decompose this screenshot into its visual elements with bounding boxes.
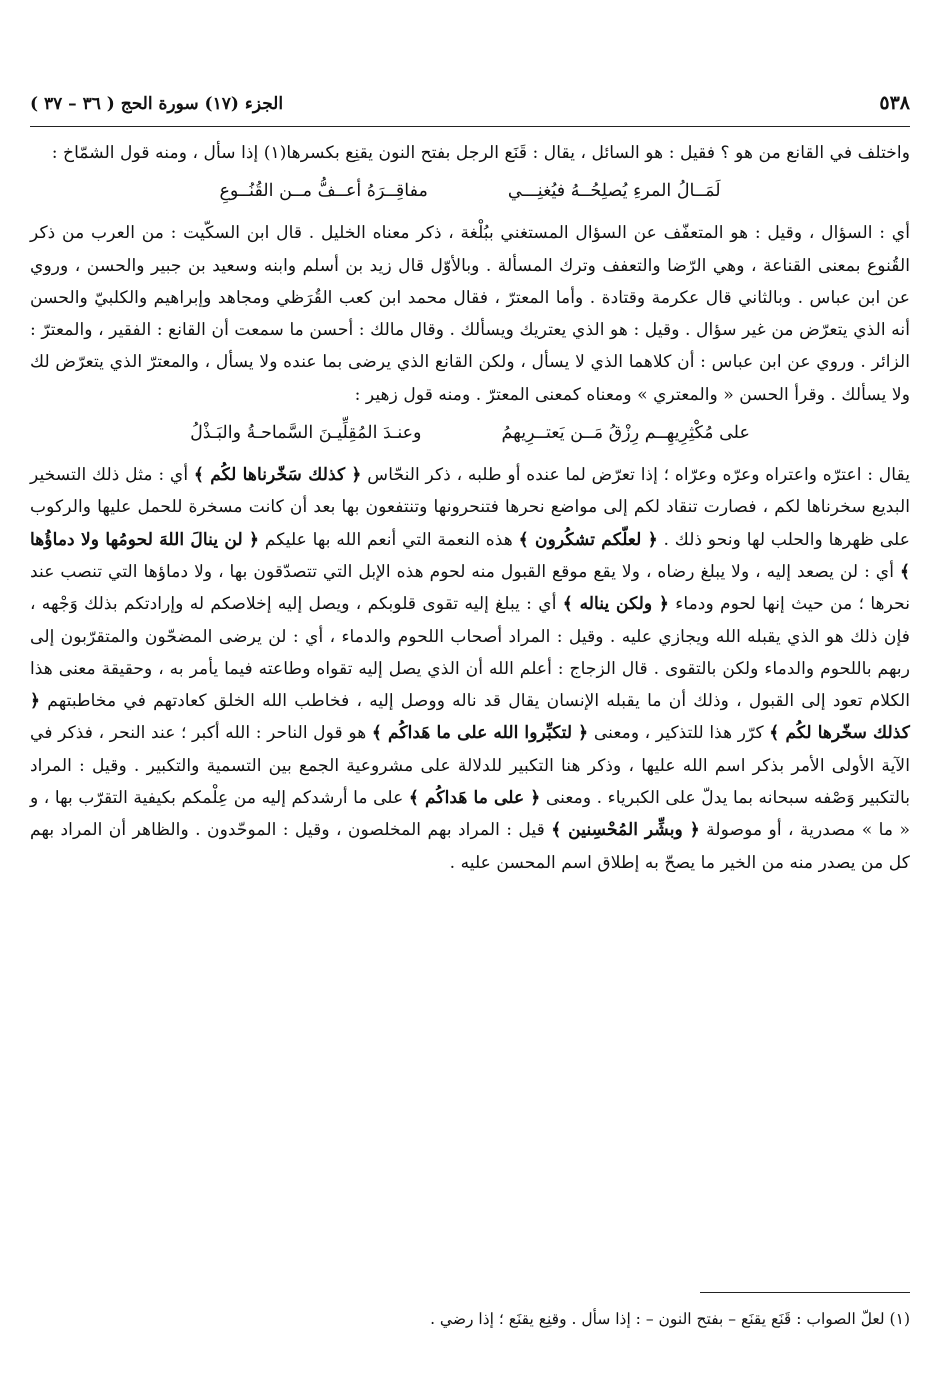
- verse-2-second-hemistich: وعنـدَ المُقِلِّيـنَ السَّماحـةُ والبَـذْلُ: [190, 423, 422, 444]
- quran-quote: ﴿ لتكبِّروا الله على ما هَداكُم ﴾: [371, 723, 589, 744]
- poem-verse-1: [30, 171, 910, 211]
- footnote: (١) لعلّ الصواب : قَنَع يقنَع – بفتح النون – : إذا سأل . وقنِع يقنَع ؛ إذا رضي .: [430, 1310, 910, 1328]
- text-segment: أي : يبلغ إليه تقوى قلوبكم ، ويصل إليه إخلاصكم له وإرادتكم بذلك وَجْهه ، فإن ذلك هو الذي يقبله الله ويجازي عليه . وقيل : المراد أصحاب اللحوم والدماء ، أي : لن يرضى المضحّون والمتقرّبون إلى ربهم باللحوم والدماء ولكن بالتقوى . قال الزجاج : أعلم الله أن الذي يصل إليه تقواه وطاعته فيما يأمر به ، وحقيقة معنى هذا الكلام تعود إلى القبول ، وذلك أن ما يقبله الإنسان يقال قد ناله ووصل إليه ، فخاطب الله الخلق كعادتهم في مخاطبتهم: [30, 594, 911, 712]
- footnote-divider: [700, 1292, 910, 1293]
- text-segment: أي : مثل ذلك التسخير البديع سخرناها لكم ، فصارت تنقاد لكم إلى مواضع نحرها فتنحرونها وتنتفعون بها بعد أن كانت مسخرة للحمل عليها والركوب على ظهرها والحلب لها ونحو ذلك .: [30, 465, 911, 550]
- text-segment: كرّر هذا للتذكير ، ومعنى: [593, 723, 764, 744]
- paragraph-1: واختلف في القانع من هو ؟ فقيل : هو السائل ، يقال : قَنَع الرجل بفتح النون يقنِع بكسرها(١) إذا سأل ، ومنه قول الشمّاخ :: [51, 143, 910, 163]
- poem-verse-2: [30, 413, 910, 453]
- text-segment: هو قول الناحر : الله أكبر ؛ عند النحر ، فذكر في الآية الأولى الأمر بذكر اسم الله عليها ، وذكر هنا التكبير للدلالة على مشروعية الجمع بين التسمية والتكبير . وقيل : المراد بالتكبير وَصْفه سبحانه بما يدلّ على الكبرياء . ومعنى: [30, 723, 911, 809]
- text-segment: أي : لن يصعد إليه ، ولا يبلغ رضاه ، ولا يقع موقع القبول منه لحوم هذه الإبل التي تتصدّقون بها ، ولا دماؤها التي تنصب عند نحرها ؛ من حيث إنها لحوم ودماء: [30, 561, 910, 615]
- verse-1-second-hemistich: مفاقِــرَهُ أعــفُّ مــن القُنُــوعِ: [219, 181, 428, 202]
- page-header: [30, 92, 910, 127]
- text-segment: هذه النعمة التي أنعم الله بها عليكم: [264, 529, 513, 550]
- verse-1-first-hemistich: لَمَــالُ المرءِ يُصلِحُــهُ فيُغنِـــي: [507, 181, 721, 202]
- quran-quote: ﴿ كذلك سخّرها لكُم ﴾: [30, 691, 910, 744]
- text-segment: على ما أرشدكم إليه من عِلْمكم بكيفية التقرّب بها ، و « ما » مصدرية ، أو موصولة: [30, 788, 910, 841]
- quran-quote: ﴿ على ما هَداكُم ﴾: [408, 788, 541, 809]
- running-title: الجزء (١٧) سورة الحج ( ٣٦ – ٣٧ ): [30, 94, 284, 114]
- paragraph-2: أي : السؤال ، وقيل : هو المتعفّف عن السؤال المستغني ببُلْغة ، ذكر معناه الخليل . قال ابن السكّيت : من العرب من ذكر القُنوع بمعنى القناعة ، وهي الرّضا والتعفف وترك المسألة . وبالأوّل قال زيد بن أسلم وابنه وسعيد بن جبير والحسن ، وروي عن ابن عباس . وبالثاني قال عكرمة وقتادة . وأما المعترّ ، فقال محمد ابن كعب القُرَظي ومجاهد وإبراهيم والكلبيّ والحسن أنه الذي يتعرّض من غير سؤال . وقيل : هو الذي يعتريك ويسألك . وقال مالك : أحسن ما سمعت أن القانع : الفقير ، والمعترّ : الزائر . وروي عن ابن عباس : أن كلاهما الذي لا يسأل ، ولكن القانع الذي يرضى بما عنده ولا يسأل ، والمعترّ الذي يتعرّض لك ولا يسألك . وقرأ الحسن « والمعتري » ومعناه كمعنى المعترّ . ومنه قول زهير :: [30, 223, 910, 405]
- quran-quote: ﴿ وبشِّر المُحْسِنين ﴾: [551, 820, 700, 841]
- quran-quote: ﴿ ولكن يناله ﴾: [562, 594, 669, 615]
- quran-quote: ﴿ لن ينالَ اللهَ لحومُها ولا دماؤُها ﴾: [30, 529, 911, 582]
- page: [30, 92, 911, 1328]
- page-number: ٥٣٨: [879, 92, 910, 114]
- text-segment: يقال : اعترّه واعتراه وعرّه وعرّاه ؛ إذا تعرّض لما عنده أو طلبه ، ذكر النحّاس: [367, 465, 910, 486]
- text-segment: قيل : المراد بهم المخلصون ، وقيل : الموحّدون . والظاهر أن المراد بهم كل من يصدر منه من الخير ما يصحّ به إطلاق اسم المحسن عليه .: [30, 820, 910, 873]
- main-text: [30, 137, 910, 879]
- verse-2-first-hemistich: على مُكْثِرِيهِــم رِزْقُ مَــن يَعتــرِيهمُ: [501, 423, 750, 444]
- quran-quote: ﴿ لعلّكم تشكُرون ﴾: [518, 529, 658, 550]
- paragraph-3: [30, 459, 910, 879]
- quran-quote: ﴿ كذلك سَخّرناها لكُم ﴾: [193, 465, 362, 486]
